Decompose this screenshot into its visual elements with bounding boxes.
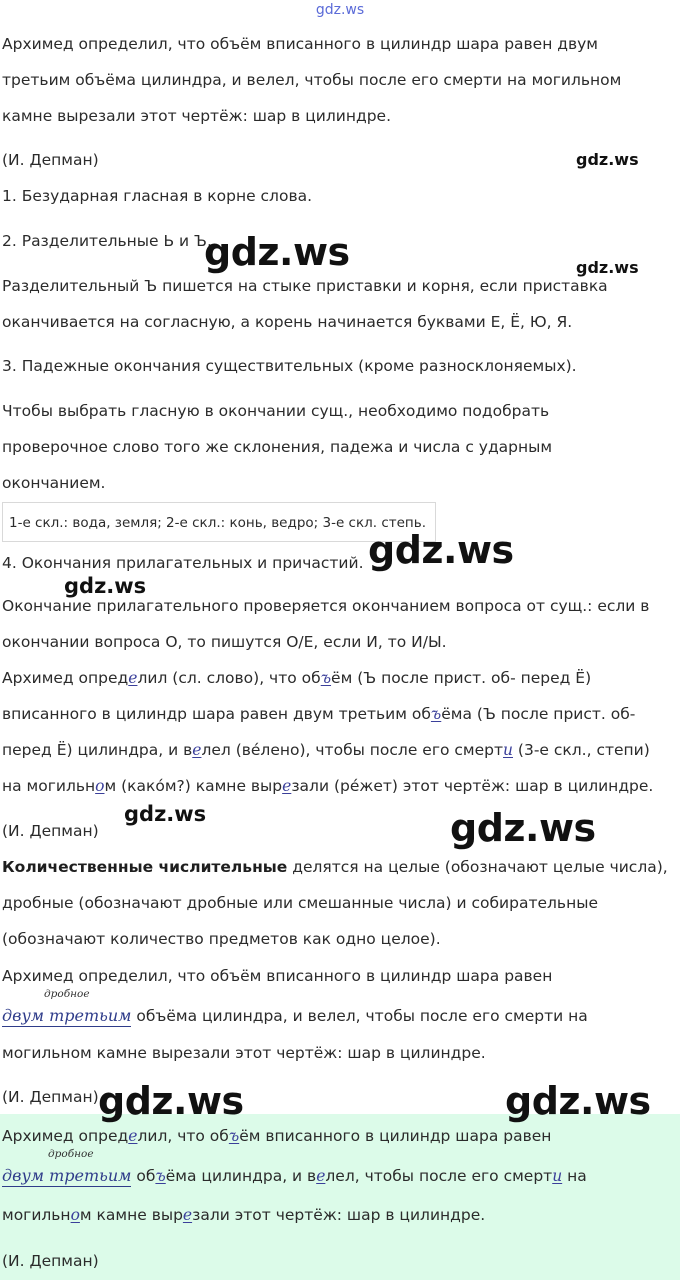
watermark: gdz.ws bbox=[124, 802, 207, 826]
rule-heading-1: 1. Безударная гласная в корне слова. bbox=[2, 187, 313, 205]
rule-3-text bbox=[2, 393, 676, 501]
handwritten-phrase: дробное двум третьим bbox=[2, 988, 132, 1025]
site-header-link[interactable]: gdz.ws bbox=[315, 2, 365, 18]
handwritten-note: дробное bbox=[44, 988, 90, 1000]
author-attribution: (И. Депман) bbox=[2, 1088, 99, 1106]
author-attribution: (И. Депман) bbox=[2, 1252, 99, 1270]
text-line: дробное двум третьим объёма цилиндра, и велел, чтобы после его смерти на bbox=[2, 1004, 588, 1028]
text-line: Архимед определил, что объём вписанного в цилиндр шара равен bbox=[2, 1127, 552, 1145]
text-line: перед Ё) цилиндра, и велел (вéлено), чтобы после его смерти (3-е скл., степи) bbox=[2, 741, 650, 759]
text-line: оканчивается на согласную, а корень начинается буквами Е, Ё, Ю, Я. bbox=[2, 313, 573, 331]
author-attribution: (И. Депман) bbox=[2, 151, 99, 169]
rule-heading-4: 4. Окончания прилагательных и причастий. bbox=[2, 554, 364, 572]
text-line: Разделительный Ъ пишется на стыке приставки и корня, если приставка bbox=[2, 277, 608, 295]
rule-heading-2: 2. Разделительные Ь и Ъ. bbox=[2, 232, 212, 250]
watermark: gdz.ws bbox=[204, 230, 350, 274]
text-line: могильном камне вырезали этот чертёж: шар в цилиндре. bbox=[2, 1044, 486, 1062]
intro-paragraph bbox=[2, 26, 676, 134]
numerals-definition bbox=[2, 849, 676, 957]
text-line: Количественные числительные делятся на целые (обозначают целые числа), bbox=[2, 858, 668, 876]
rule-2-text bbox=[2, 268, 676, 340]
watermark: gdz.ws bbox=[368, 528, 514, 572]
text-line: дробное двум третьим объёма цилиндра, и велел, чтобы после его смерти на bbox=[2, 1164, 587, 1188]
text-line: (обозначают количество предметов как одно целое). bbox=[2, 930, 441, 948]
text-line: Окончание прилагательного проверяется окончанием вопроса от сущ.: если в bbox=[2, 597, 650, 615]
text-line: третьим объёма цилиндра, и велел, чтобы после его смерти на могильном bbox=[2, 71, 622, 89]
text-line: на могильном (какóм?) камне вырезали (рéжет) этот чертёж: шар в цилиндре. bbox=[2, 777, 654, 795]
text-line: окончанием. bbox=[2, 474, 106, 492]
text-line: Архимед определил, что объём вписанного в цилиндр шара равен двум bbox=[2, 35, 598, 53]
text-line: Архимед определил, что объём вписанного в цилиндр шара равен bbox=[2, 967, 553, 985]
rule-4-text bbox=[2, 588, 676, 660]
text-line: Чтобы выбрать гласную в окончании сущ., необходимо подобрать bbox=[2, 402, 550, 420]
declension-example-box: 1-е скл.: вода, земля; 2-е скл.: конь, ведро; 3-е скл. степь. bbox=[2, 502, 436, 542]
rule-heading-3: 3. Падежные окончания существительных (кроме разносклоняемых). bbox=[2, 357, 577, 375]
text-line: вписанного в цилиндр шара равен двум третьим объёма (Ъ после прист. об- bbox=[2, 705, 636, 723]
watermark: gdz.ws bbox=[98, 1079, 244, 1123]
handwritten-phrase: дробное двум третьим bbox=[2, 1148, 132, 1185]
text-line: проверочное слово того же склонения, падежа и числа с ударным bbox=[2, 438, 553, 456]
final-answer-block bbox=[0, 1114, 680, 1280]
numerals-term: Количественные числительные bbox=[2, 858, 288, 876]
watermark: gdz.ws bbox=[576, 150, 639, 169]
watermark: gdz.ws bbox=[64, 574, 147, 598]
handwritten-note: дробное bbox=[48, 1148, 94, 1160]
watermark: gdz.ws bbox=[450, 806, 596, 850]
text-line: могильном камне вырезали этот чертёж: шар в цилиндре. bbox=[2, 1206, 486, 1224]
text-line: Архимед определил (сл. слово), что объём (Ъ после прист. об- перед Ё) bbox=[2, 669, 592, 687]
watermark: gdz.ws bbox=[576, 258, 639, 277]
author-attribution: (И. Депман) bbox=[2, 822, 99, 840]
watermark: gdz.ws bbox=[505, 1079, 651, 1123]
annotated-paragraph bbox=[2, 660, 676, 804]
text-line: дробные (обозначают дробные или смешанные числа) и собирательные bbox=[2, 894, 598, 912]
text-line: камне вырезали этот чертёж: шар в цилиндре. bbox=[2, 107, 391, 125]
text-line: окончании вопроса О, то пишутся О/Е, если И, то И/Ы. bbox=[2, 633, 447, 651]
